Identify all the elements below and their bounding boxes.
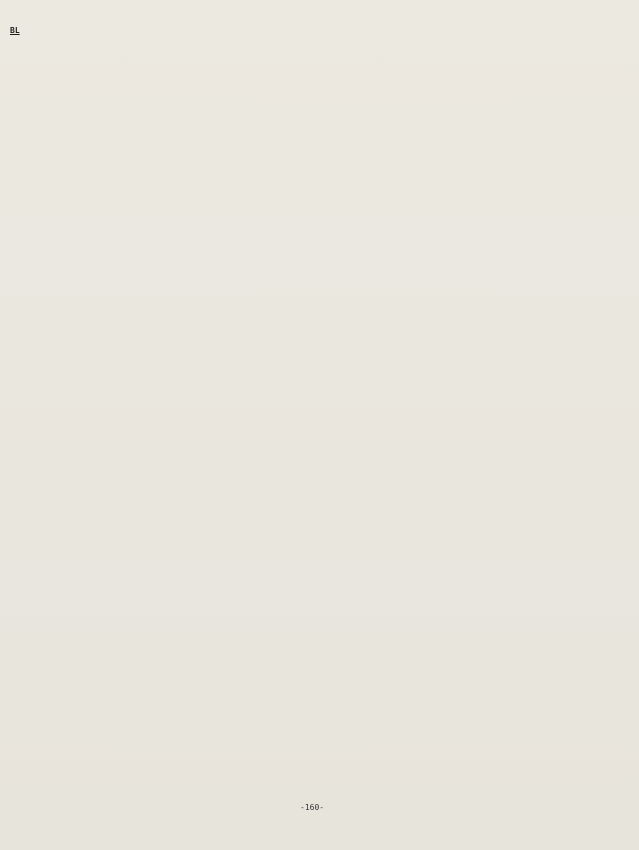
page-number: -160- [300, 803, 325, 812]
location-code: BL [10, 26, 20, 35]
